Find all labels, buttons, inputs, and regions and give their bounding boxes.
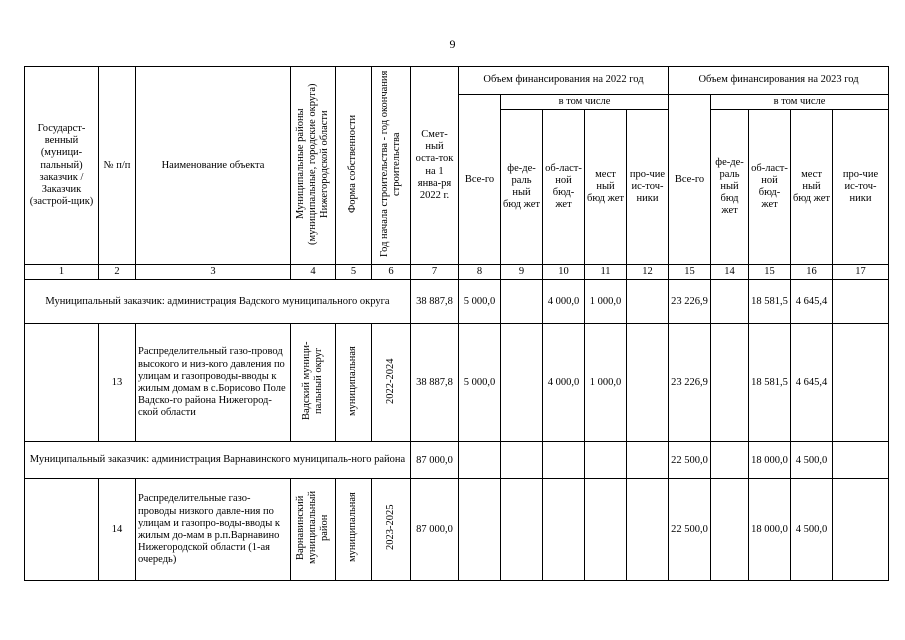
cell-ownership [336, 479, 372, 581]
col-index: 5 [336, 265, 372, 280]
header-customer: Государст-венный (муници-пальный) заказчик / Заказчик (застрой-щик) [25, 67, 99, 265]
header-regional-2023: об-ласт-ной бюд-жет [749, 110, 791, 265]
cell-object-name: Распределительные газо-проводы низкого давле-ния по улицам и газопро-воды-вводы к жилым до-мам в р.п.Варнавино Нижегородской области (1-ая очередь) [136, 479, 291, 581]
header-ownership-text: Форма собственности [347, 114, 359, 213]
header-including-2022: в том числе [501, 95, 669, 110]
cell-num: 14 [99, 479, 136, 581]
header-years [372, 67, 411, 265]
cell-balance: 87 000,0 [411, 442, 459, 479]
cell-local-2022 [585, 479, 627, 581]
cell-federal-2023 [711, 324, 749, 442]
cell-num: 13 [99, 324, 136, 442]
group-title: Муниципальный заказчик: администрация Вадского муниципального округа [25, 280, 411, 324]
header-federal-2022: фе-де-раль ный бюд жет [501, 110, 543, 265]
cell-ownership-text: муниципальная [347, 345, 359, 416]
header-balance: Смет-ный оста-ток на 1 янва-ря 2022 г. [411, 67, 459, 265]
cell-federal-2023 [711, 479, 749, 581]
cell-other-2022 [627, 479, 669, 581]
cell-regional-2022 [543, 442, 585, 479]
header-including-2023: в том числе [711, 95, 889, 110]
cell-total-2023: 22 500,0 [669, 479, 711, 581]
cell-district [291, 479, 336, 581]
header-regional-2022: об-ласт-ной бюд-жет [543, 110, 585, 265]
col-index: 3 [136, 265, 291, 280]
header-total-2023: Все-го [669, 95, 711, 265]
cell-district-text: Вадский муници-пальный округ [300, 341, 324, 420]
cell-balance: 87 000,0 [411, 479, 459, 581]
col-index: 11 [585, 265, 627, 280]
header-other-2023: про-чие ис-точ-ники [833, 110, 889, 265]
cell-regional-2023: 18 000,0 [749, 442, 791, 479]
header-federal-2023: фе-де-раль ный бюд жет [711, 110, 749, 265]
cell-federal-2022 [501, 442, 543, 479]
cell-federal-2022 [501, 479, 543, 581]
cell-regional-2022 [543, 479, 585, 581]
cell-total-2022: 5 000,0 [459, 280, 501, 324]
cell-local-2023: 4 645,4 [791, 280, 833, 324]
cell-total-2022 [459, 442, 501, 479]
col-index: 14 [711, 265, 749, 280]
cell-local-2023: 4 500,0 [791, 479, 833, 581]
cell-federal-2022 [501, 324, 543, 442]
col-index: 16 [791, 265, 833, 280]
header-local-2022: мест ный бюд жет [585, 110, 627, 265]
group-title: Муниципальный заказчик: администрация Варнавинского муниципаль-ного района [25, 442, 411, 479]
header-object-name: Наименование объекта [136, 67, 291, 265]
cell-years [372, 324, 411, 442]
col-index: 17 [833, 265, 889, 280]
col-index: 15 [749, 265, 791, 280]
cell-ownership-text: муниципальная [347, 492, 359, 563]
header-years-text: Год начала строительства - год окончания строительства [378, 70, 402, 257]
cell-total-2022 [459, 479, 501, 581]
header-district [291, 67, 336, 265]
cell-district-text: Варнавинский муниципальный район [294, 491, 331, 565]
cell-years-text: 2022-2024 [384, 357, 396, 404]
financing-table [24, 66, 889, 581]
header-total-2022: Все-го [459, 95, 501, 265]
col-index: 8 [459, 265, 501, 280]
cell-other-2022 [627, 280, 669, 324]
cell-federal-2023 [711, 442, 749, 479]
col-index: 12 [627, 265, 669, 280]
cell-other-2022 [627, 442, 669, 479]
column-index-row [25, 265, 889, 280]
cell-local-2023: 4 645,4 [791, 324, 833, 442]
cell-regional-2023: 18 581,5 [749, 280, 791, 324]
col-index: 15 [669, 265, 711, 280]
col-index: 1 [25, 265, 99, 280]
object-row-13 [25, 324, 889, 442]
cell-customer [25, 324, 99, 442]
cell-regional-2023: 18 000,0 [749, 479, 791, 581]
cell-customer [25, 479, 99, 581]
col-index: 9 [501, 265, 543, 280]
cell-local-2022: 1 000,0 [585, 280, 627, 324]
cell-other-2023 [833, 324, 889, 442]
col-index: 10 [543, 265, 585, 280]
header-num: № п/п [99, 67, 136, 265]
cell-other-2023 [833, 280, 889, 324]
cell-regional-2022: 4 000,0 [543, 324, 585, 442]
header-fin-2023: Объем финансирования на 2023 год [669, 67, 889, 95]
cell-balance: 38 887,8 [411, 280, 459, 324]
cell-years-text: 2023-2025 [384, 504, 396, 551]
cell-total-2023: 22 500,0 [669, 442, 711, 479]
cell-total-2022: 5 000,0 [459, 324, 501, 442]
cell-other-2023 [833, 479, 889, 581]
cell-other-2022 [627, 324, 669, 442]
cell-other-2023 [833, 442, 889, 479]
cell-local-2023: 4 500,0 [791, 442, 833, 479]
cell-federal-2022 [501, 280, 543, 324]
object-row-14 [25, 479, 889, 581]
col-index: 6 [372, 265, 411, 280]
header-ownership [336, 67, 372, 265]
header-other-2022: про-чие ис-точ-ники [627, 110, 669, 265]
page-number: 9 [449, 37, 456, 51]
cell-ownership [336, 324, 372, 442]
col-index: 4 [291, 265, 336, 280]
cell-years [372, 479, 411, 581]
cell-total-2023: 23 226,9 [669, 280, 711, 324]
col-index: 7 [411, 265, 459, 280]
group-row-vad [25, 280, 889, 324]
header-local-2023: мест ный бюд жет [791, 110, 833, 265]
cell-total-2023: 23 226,9 [669, 324, 711, 442]
cell-local-2022: 1 000,0 [585, 324, 627, 442]
cell-district [291, 324, 336, 442]
cell-local-2022 [585, 442, 627, 479]
col-index: 2 [99, 265, 136, 280]
cell-balance: 38 887,8 [411, 324, 459, 442]
header-fin-2022: Объем финансирования на 2022 год [459, 67, 669, 95]
cell-regional-2023: 18 581,5 [749, 324, 791, 442]
cell-regional-2022: 4 000,0 [543, 280, 585, 324]
group-row-varnavino [25, 442, 889, 479]
header-district-text: Муниципальные районы (муниципальные, городские округа) Нижегородской области [294, 82, 331, 245]
cell-object-name: Распределительный газо-провод высокого и низ-кого давления по улицам и газопроводы-вводы к жилым домам в с.Борисово Поле Вадско-го района Нижегород-ской области [136, 324, 291, 442]
header-row-1 [25, 67, 889, 95]
cell-federal-2023 [711, 280, 749, 324]
